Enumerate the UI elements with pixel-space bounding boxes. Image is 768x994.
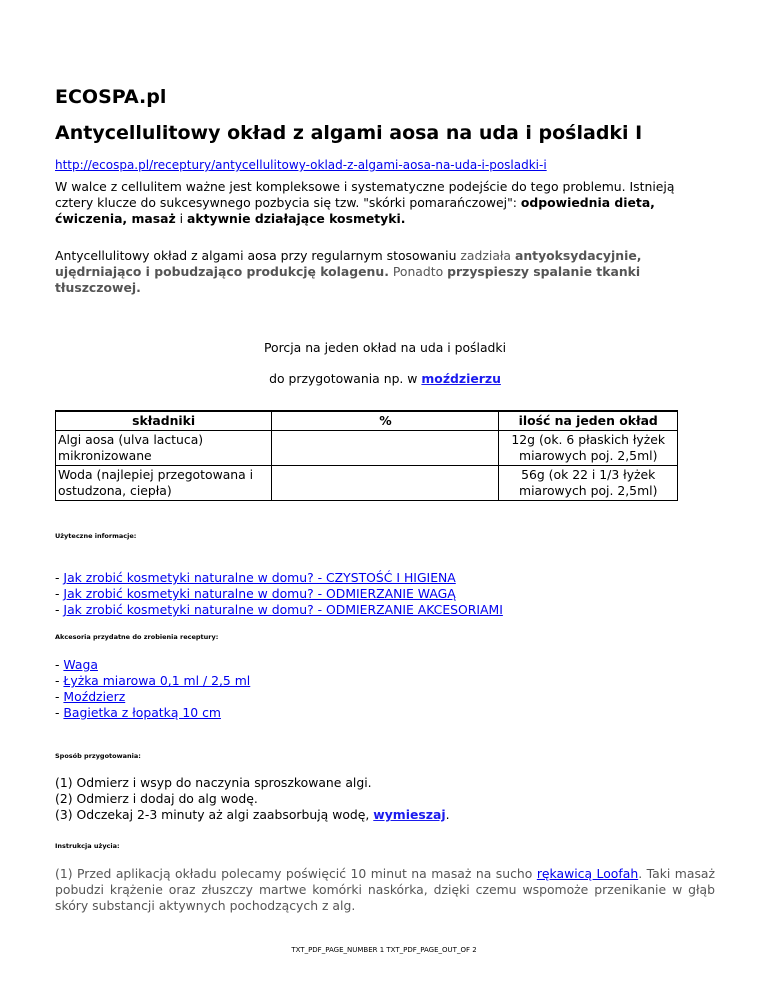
ingredients-table: [55, 410, 678, 501]
intro-mid: i: [175, 211, 187, 226]
intro-paragraph: [55, 179, 715, 227]
list-item: - Moździerz: [55, 689, 126, 704]
mortar-link[interactable]: moździerzu: [421, 371, 501, 386]
table-header-row: [56, 411, 678, 431]
usage-text-1: (1) Przed aplikacją okładu polecamy poświęcić 10 minut na masaż na sucho: [55, 866, 537, 881]
table-cell: [272, 466, 499, 501]
list-item: - Łyżka miarowa 0,1 ml / 2,5 ml: [55, 673, 251, 688]
method-step-text: (3) Odczekaj 2-3 minuty aż algi zaabsorbują wodę,: [55, 807, 374, 822]
header-amount: ilość na jeden okład: [499, 411, 678, 431]
page-footer: TXT_PDF_PAGE_NUMBER 1 TXT_PDF_PAGE_OUT_OF 2: [291, 946, 477, 954]
usage-text-2: . Taki masaż pobudzi krążenie oraz złuszczy martwe komórki naskórka, dzięki czemu wspomoże przenikanie w głąb skóry substancji aktywnych pochodzących z alg.: [55, 866, 715, 913]
portion-line: Porcja na jeden okład na uda i pośladki: [263, 340, 507, 355]
table-cell: [272, 431, 499, 466]
table-cell: Algi aosa (ulva lactuca) mikronizowane: [56, 431, 272, 466]
method-list: [55, 775, 450, 823]
table-row: [56, 431, 678, 466]
recipe-url-link[interactable]: http://ecospa.pl/receptury/antycellulitowy-oklad-z-algami-aosa-na-uda-i-posladki-i: [55, 158, 547, 172]
prep-prefix: do przygotowania np. w: [269, 371, 422, 386]
site-title: ECOSPA.pl: [55, 86, 167, 108]
table-cell: 12g (ok. 6 płaskich łyżek miarowych poj. 2,5ml): [499, 431, 678, 466]
useful-heading: Użyteczne informacje:: [55, 532, 137, 540]
desc-bold-2: przyspieszy spalanie tkanki tłuszczowej.: [55, 264, 641, 295]
method-step: (2) Odmierz i dodaj do alg wodę.: [55, 791, 258, 806]
list-item: - Waga: [55, 657, 98, 672]
header-ingredients: składniki: [56, 411, 272, 431]
table-cell: 56g (ok 22 i 1/3 łyżek miarowych poj. 2,5ml): [499, 466, 678, 501]
table-row: [56, 466, 678, 501]
method-step-end: .: [445, 807, 450, 822]
useful-link[interactable]: Jak zrobić kosmetyki naturalne w domu? - ODMIERZANIE AKCESORIAMI: [63, 602, 503, 617]
accessory-link[interactable]: Moździerz: [63, 689, 126, 704]
accessory-link[interactable]: Bagietka z łopatką 10 cm: [63, 705, 221, 720]
list-item: - Jak zrobić kosmetyki naturalne w domu? - ODMIERZANIE WAGĄ: [55, 586, 456, 601]
list-item: - Jak zrobić kosmetyki naturalne w domu? - ODMIERZANIE AKCESORIAMI: [55, 602, 503, 617]
useful-link[interactable]: Jak zrobić kosmetyki naturalne w domu? - CZYSTOŚĆ I HIGIENA: [63, 570, 456, 585]
accessories-heading: Akcesoria przydatne do zrobienia receptury:: [55, 633, 219, 641]
table-cell: Woda (najlepiej przegotowana i ostudzona, ciepła): [56, 466, 272, 501]
desc-text-3: Ponadto: [388, 264, 448, 279]
loofah-glove-link[interactable]: rękawicą Loofah: [536, 866, 639, 881]
method-heading: Sposób przygotowania:: [55, 752, 141, 760]
method-step: (1) Odmierz i wsyp do naczynia sproszkowane algi.: [55, 775, 372, 790]
intro-bold-1: odpowiednia dieta, ćwiczenia, masaż: [55, 195, 655, 226]
list-item: - Jak zrobić kosmetyki naturalne w domu? - CZYSTOŚĆ I HIGIENA: [55, 570, 456, 585]
usage-heading: Instrukcja użycia:: [55, 842, 120, 850]
useful-links-list: [55, 570, 503, 618]
desc-text-1: Antycellulitowy okład z algami aosa przy regularnym stosowaniu: [55, 248, 461, 263]
list-item: - Bagietka z łopatką 10 cm: [55, 705, 221, 720]
prep-line: [55, 371, 715, 386]
usage-paragraph: [55, 866, 715, 914]
desc-bold-1: antyoksydacyjnie, ujędrniająco i pobudzająco produkcję kolagenu.: [55, 248, 642, 279]
method-step: [55, 807, 450, 823]
accessory-link[interactable]: Waga: [63, 657, 98, 672]
accessory-link[interactable]: Łyżka miarowa 0,1 ml / 2,5 ml: [63, 673, 251, 688]
description-paragraph: [55, 248, 715, 296]
desc-text-2: zadziała: [460, 248, 515, 263]
useful-link[interactable]: Jak zrobić kosmetyki naturalne w domu? - ODMIERZANIE WAGĄ: [63, 586, 456, 601]
header-percent: %: [272, 411, 499, 431]
intro-bold-2: aktywnie działające kosmetyki.: [187, 211, 406, 226]
accessories-list: [55, 657, 250, 721]
page-title: Antycellulitowy okład z algami aosa na uda i pośladki I: [55, 122, 643, 144]
mix-link[interactable]: wymieszaj: [373, 807, 446, 822]
intro-text: W walce z cellulitem ważne jest kompleksowe i systematyczne podejście do tego problemu. Istnieją cztery klucze do sukcesywnego pozbycia się tzw. "skórki pomarańczowej":: [55, 179, 675, 210]
